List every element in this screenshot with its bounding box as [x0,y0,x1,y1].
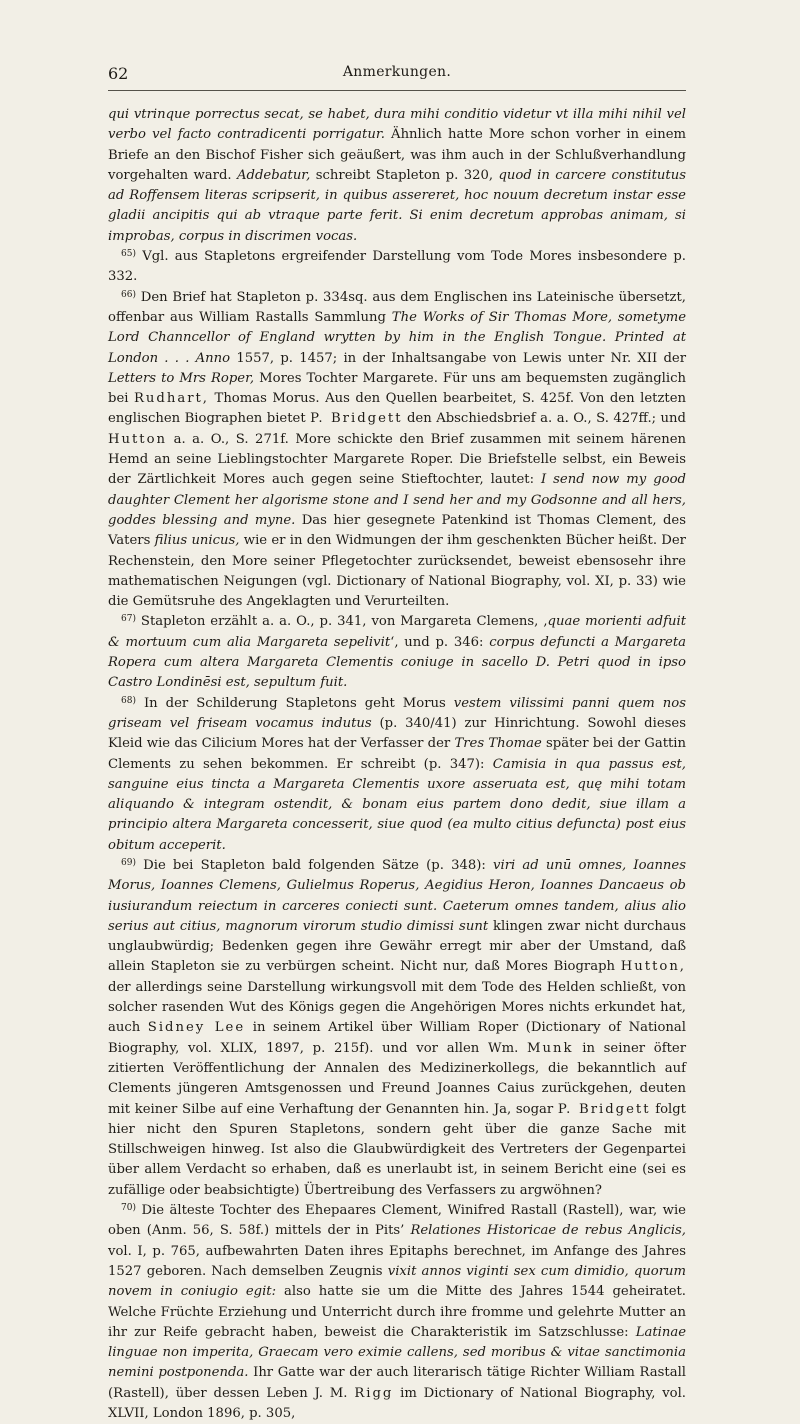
text-run: In der Schilderung Stapletons geht Morus [135,695,454,711]
page-number: 62 [108,64,129,83]
text-run: Stapleton erzählt a. a. O., p. 341, von Margareta Clemens, ‚ [135,614,548,630]
italic-text: corpus defuncti a Margareta Ropera cum altera Margareta Clementis coniuge in sacello D. Petri quod in ipso Castro Londinēsi est, sepultum fuit. [108,634,687,691]
text-run: Den Brief hat Stapleton p. 334sq. aus dem Englischen ins Lateinische übersetzt, offenbar aus William Rastalls Sammlung [108,289,686,325]
italic-text: Relationes Historicae de rebus Anglicis, [410,1223,686,1239]
italic-text: vestem vilissimi panni quem nos griseam vel friseam vocamus indutus [108,695,686,731]
text-run: 1557, p. 1457; in der Inhaltsangabe von Lewis unter Nr. XII der [230,350,686,366]
spaced-name: P. Bridgett [557,1101,651,1117]
footnote-paragraph [108,247,686,288]
text-run: also hatte sie um die Mitte des Jahres 1544 geheiratet. Welche Früchte Erziehung und Unterricht durch ihre fromme und gelehrte Mutter an ihr zur Reife gebracht haben, beweist die Charakteristik im Satzschlusse: [108,1284,686,1340]
footnote-number: 67) [121,614,136,625]
text-run: in seinem Artikel über William Roper (Dictionary of National Biography, vol. XLIX, 1897, p. 215f). und vor allen Wm. [108,1020,686,1056]
text-run: folgt hier nicht den Spuren Stapletons, sondern geht über die ganze Sache mit Stillschweigen hinweg. Ist also die Glaubwürdigkeit des Vertreters der Gegenpartei über allem Verdacht so erhaben, daß es unerlaubt ist, in seinem Bericht eine (sei es zufällige oder beabsichtigte) Übertreibung des Verfassers zu argwöhnen? [108,1101,686,1198]
footnote-paragraph [108,856,686,1201]
italic-text: The Works of Sir Thomas More, sometyme Lord Channcellor of England wrytten by him in the English Tongue. Printed at London . . . Anno [108,309,687,366]
text-run: Thomas Morus. Aus den Quellen bearbeitet, S. 425f. Von den letzten englischen Biographen bietet [108,391,686,427]
page-header [108,64,686,86]
footnote-number: 68) [121,695,136,706]
footnotes-body [108,105,686,1424]
spaced-name: P. Bridgett [310,411,403,427]
running-head: Anmerkungen. [342,64,452,80]
footnote-paragraph [108,288,686,613]
italic-text: viri ad unū omnes, Ioannes Morus, Ioannes Clemens, Gulielmus Roperus, Aegidius Heron, Ioannes Dancaeus ob iusiurandum reiectum in carceres coniecti sunt. Caeterum omnes tandem, alius alio serius aut citius, magnorum virorum studio dimissi sunt [108,857,687,934]
text-run: a. a. O., S. 271f. More schickte den Brief zusammen mit seinem härenen Hemd an seine Lieblingstochter Margarete Roper. Die Briefstelle selbst, ein Beweis der Zärtlichkeit Mores auch gegen seine Stieftochter, lautet: [108,431,686,488]
italic-text: Letters to Mrs Roper, [108,370,255,386]
italic-text: Addebatur, [237,167,311,183]
spaced-name: Rudhart, [133,391,209,407]
text-run: (p. 340/41) zur Hinrichtung. Sowohl dieses Kleid wie das Cilicium Mores hat der Verfasser der [108,715,686,752]
text-run: Ihr Gatte war der auch literarisch tätige Richter William Rastall (Rastell), über dessen Leben J. M. [108,1365,687,1401]
footnote-number: 70) [121,1203,136,1214]
header-rule [108,90,686,91]
text-run: ‘, und p. 346: [390,634,490,650]
text-run: klingen zwar nicht durchaus unglaubwürdig; Bedenken gegen ihre Gewähr erregt mir aber der Umstand, daß allein Stapleton sie zu verbürgen scheint. Nicht nur, daß Mores Biograph [108,918,686,975]
text-run: den Abschiedsbrief a. a. O., S. 427ff.; und [402,411,686,427]
spaced-name: Hutton [108,431,168,447]
text-run: Die bei Stapleton bald folgenden Sätze (p. 348): [135,857,494,873]
italic-text: filius unicus, [154,533,240,549]
text-run: im Dictionary of National Biography, vol. XLVII, London 1896, p. 305, [108,1385,686,1421]
text-run: später bei der Gattin Clements zu sehen bekommen. Er schreibt (p. 347): [108,736,687,772]
italic-text: Camisia in qua passus est, sanguine eius tincta a Margareta Clementis uxore asseruata est, quę mihi totam aliquando & integram ostendit, & bonam eius partem dono dedit, siue illam a principio altera Margareta concesserit, siue quod (ea multo citius defuncta) post eius obitum acceperit. [108,756,686,853]
footnote-paragraph [108,694,686,856]
italic-text: vixit annos viginti sex cum dimidio, quorum novem in coniugio egit: [108,1263,686,1300]
spaced-name: Munk [527,1040,574,1056]
text-run: vol. I, p. 765, aufbewahrten Daten ihres Epitaphs berechnet, im Anfange des Jahres 1527 geboren. Nach demselben Zeugnis [108,1243,686,1279]
continued-paragraph [108,105,686,247]
text-run: schreibt Stapleton p. 320, [310,167,499,183]
italic-text: I send now my good daughter Clement her algorisme stone and I send her and my Godsonne and all hers, goddes blessing and myne. [108,472,686,528]
spaced-name: Sidney Lee [147,1020,246,1036]
text-run: der allerdings seine Darstellung wirkungsvoll mit dem Tode des Helden schließt, von solcher rasenden Wut des Königs gegen die Angehörigen Mores nichts erkundet hat, auch [108,979,686,1036]
italic-text: Tres Thomae [454,736,542,752]
text-run: Mores Tochter Margarete. Für uns am bequemsten zugänglich bei [108,370,686,407]
spaced-name: Rigg [354,1385,394,1401]
footnote-number: 65) [121,249,136,260]
footnote-number: 66) [121,289,136,300]
italic-text: qui vtrinque porrectus secat, se habet, dura mihi conditio videtur vt illa mihi nihil vel verbo vel facto contradicenti porrigatur. [108,107,686,143]
text-run: Ähnlich hatte More schon vorher in einem Briefe an den Bischof Fisher sich geäußert, was ihm auch in der Schlußverhandlung vorgehalten ward. [108,127,687,183]
italic-text: Latinae linguae non imperita, Graecam vero eximie callens, sed moribus & vitae sanctimonia nemini postponenda. [108,1324,686,1381]
footnote-number: 69) [121,857,136,868]
footnote-paragraph [108,1201,686,1424]
footnote-paragraph [108,612,686,693]
text-run: Vgl. aus Stapletons ergreifender Darstellung vom Tode Mores insbesondere p. 332. [108,249,686,285]
italic-text: quod in carcere constitutus ad Roffensem literas scripserit, in quibus assereret, hoc nouum decretum instar esse gladii ancipitis qui ab vtraque parte ferit. Si enim decretum approbas animam, si improbas, corpus in discrimen vocas. [108,167,686,244]
spaced-name: Hutton, [620,959,686,975]
text-run: Das hier gesegnete Patenkind ist Thomas Clement, des Vaters [108,512,686,549]
text-run: wie er in den Widmungen der ihm geschenkten Bücher heißt. Der Rechenstein, den More seiner Pflegetochter zurücksendet, beweist ebensosehr ihre mathematischen Neigungen (vgl. Dictionary of National Biography, vol. XI, p. 33) wie die Gemütsruhe des Angeklagten und Verurteilten. [108,533,686,610]
italic-text: quae morienti adfuit & mortuum cum alia Margareta sepelivit [108,614,687,650]
text-run: Die älteste Tochter des Ehepaares Clement, Winifred Rastall (Rastell), war, wie oben (Anm. 56, S. 58f.) mittels der in Pits’ [108,1203,686,1239]
text-run: in seiner öfter zitierten Veröffentlichung der Annalen des Medizinerkollegs, die bekanntlich auf Clements jüngeren Amtsgenossen und Freund Joannes Caius zurückgehen, deuten mit keiner Silbe auf eine Verhaftung der Genannten hin. Ja, sogar [108,1040,687,1117]
